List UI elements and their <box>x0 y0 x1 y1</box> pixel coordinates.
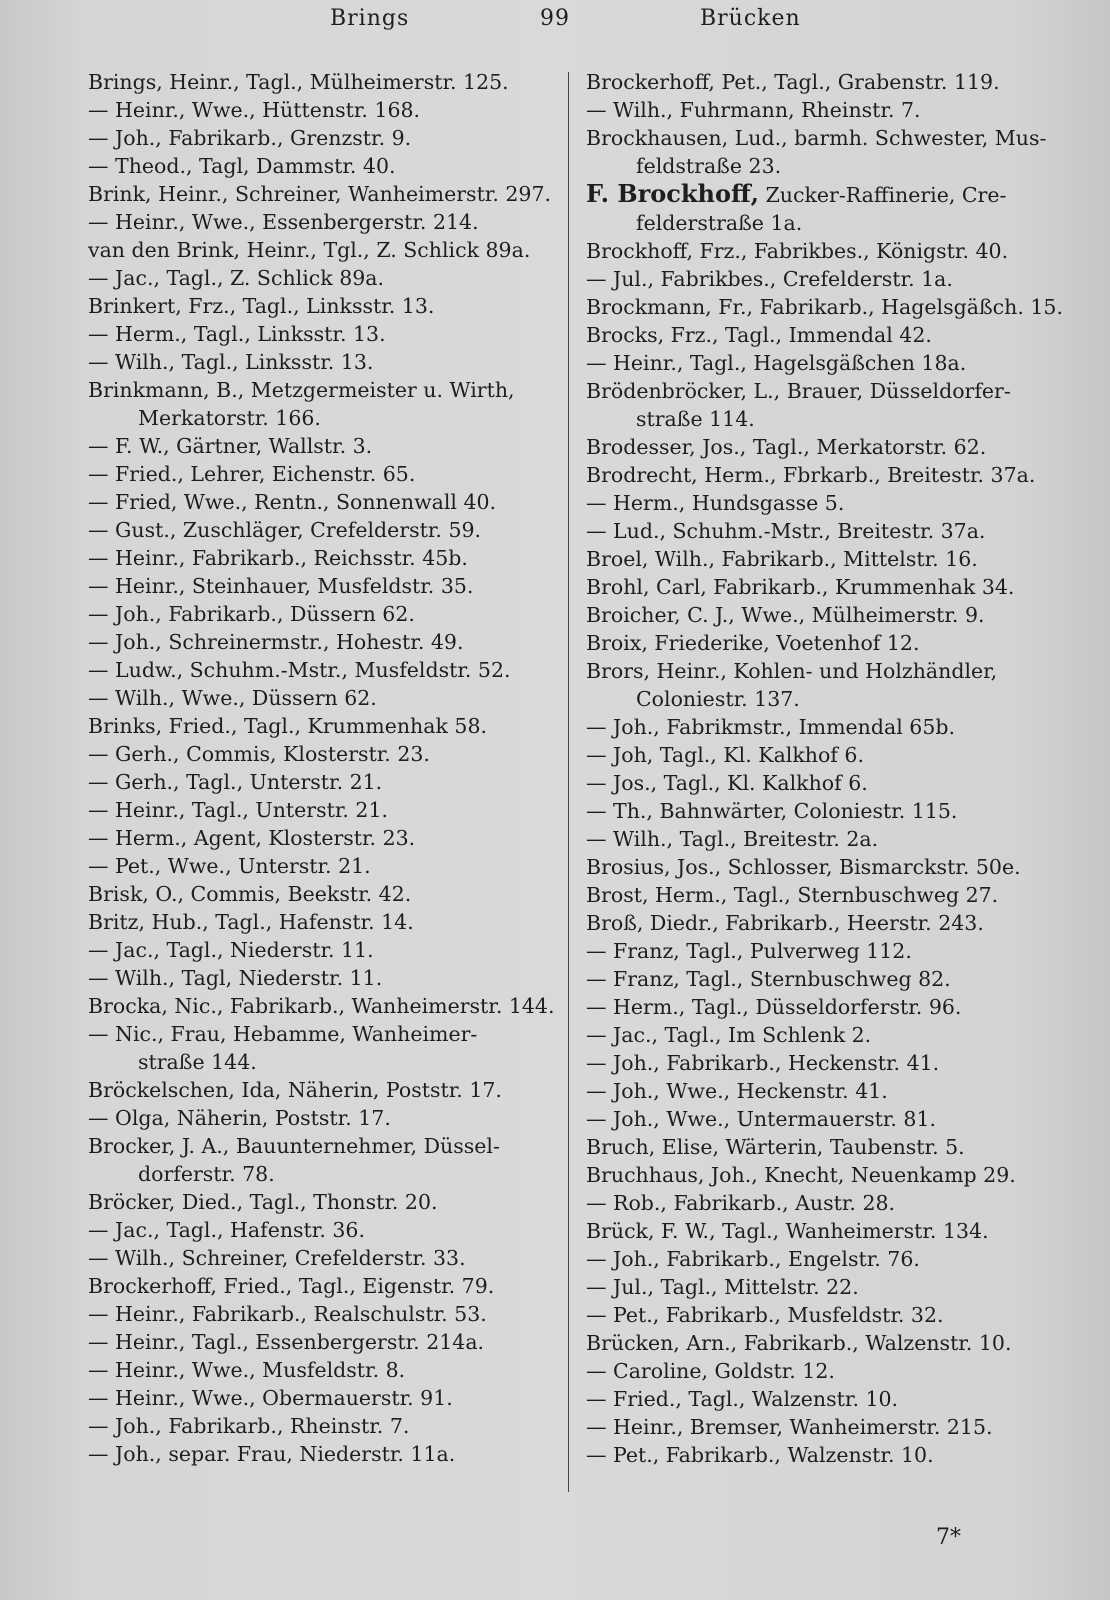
entry-text: Brockmann, Fr., Fabrikarb., Hagelsgäßch. 15. <box>586 295 1063 319</box>
entry-text: — Heinr., Tagl., Unterstr. 21. <box>88 798 389 822</box>
header-left-keyword: Brings <box>330 6 410 31</box>
directory-entry <box>586 657 1056 685</box>
directory-entry <box>88 124 558 152</box>
entry-text: — Jul., Tagl., Mittelstr. 22. <box>586 1275 859 1299</box>
entry-text: — Jos., Tagl., Kl. Kalkhof 6. <box>586 771 868 795</box>
directory-entry <box>586 853 1056 881</box>
entry-text: Brings, Heinr., Tagl., Mülheimerstr. 125. <box>88 70 509 94</box>
directory-entry <box>88 712 558 740</box>
entry-text: Brodrecht, Herm., Fbrkarb., Breitestr. 37a. <box>586 463 1036 487</box>
directory-entry <box>88 936 558 964</box>
directory-entry <box>586 237 1056 265</box>
directory-entry <box>586 96 1056 124</box>
directory-entry <box>88 824 558 852</box>
column-divider <box>568 72 569 1492</box>
directory-entry <box>88 1104 558 1132</box>
entry-text: — Wilh., Fuhrmann, Rheinstr. 7. <box>586 98 921 122</box>
entry-text: Brinkmann, B., Metzgermeister u. Wirth, <box>88 378 515 402</box>
directory-entry <box>88 684 558 712</box>
entry-text: — Wilh., Tagl., Breitestr. 2a. <box>586 827 879 851</box>
directory-entry <box>88 516 558 544</box>
directory-entry <box>88 1384 558 1412</box>
entry-text: — Heinr., Fabrikarb., Realschulstr. 53. <box>88 1302 487 1326</box>
directory-entry <box>586 377 1056 405</box>
directory-entry <box>88 292 558 320</box>
entry-text: — Gust., Zuschläger, Crefelderstr. 59. <box>88 518 482 542</box>
entry-text: — Franz, Tagl., Sternbuschweg 82. <box>586 967 951 991</box>
entry-text: Zucker-Raffinerie, Cre- <box>765 183 1007 207</box>
directory-entry <box>586 349 1056 377</box>
directory-entry <box>586 433 1056 461</box>
directory-entry <box>88 964 558 992</box>
directory-entry <box>88 320 558 348</box>
entry-text: — Rob., Fabrikarb., Austr. 28. <box>586 1191 896 1215</box>
entry-text: — Heinr., Wwe., Musfeldstr. 8. <box>88 1358 406 1382</box>
directory-entry <box>586 937 1056 965</box>
directory-entry-continuation <box>586 685 1056 713</box>
directory-entry <box>88 1272 558 1300</box>
directory-entry <box>586 573 1056 601</box>
entry-text: — Heinr., Steinhauer, Musfeldstr. 35. <box>88 574 474 598</box>
directory-entry <box>88 1188 558 1216</box>
entry-text: Brockerhoff, Fried., Tagl., Eigenstr. 79. <box>88 1274 495 1298</box>
entry-text: Brocker, J. A., Bauunternehmer, Düssel- <box>88 1134 500 1158</box>
directory-entry <box>88 1356 558 1384</box>
directory-entry <box>88 1020 558 1048</box>
entry-text: Bruchhaus, Joh., Knecht, Neuenkamp 29. <box>586 1163 1016 1187</box>
entry-text: Brinkert, Frz., Tagl., Linksstr. 13. <box>88 294 435 318</box>
sheet-signature: 7* <box>936 1525 961 1550</box>
entry-text: Bröcker, Died., Tagl., Thonstr. 20. <box>88 1190 438 1214</box>
entry-text: — Jac., Tagl., Z. Schlick 89a. <box>88 266 385 290</box>
entry-text: — Gerh., Commis, Klosterstr. 23. <box>88 742 430 766</box>
entry-bold-name: F. Brockhoff, <box>586 179 760 208</box>
directory-entry <box>586 1049 1056 1077</box>
directory-entry <box>88 208 558 236</box>
entry-text: Brockhausen, Lud., barmh. Schwester, Mus- <box>586 126 1047 150</box>
directory-entry <box>88 908 558 936</box>
directory-entry <box>88 460 558 488</box>
entry-text: Bröckelschen, Ida, Näherin, Poststr. 17. <box>88 1078 502 1102</box>
directory-entry <box>586 1133 1056 1161</box>
page-header <box>0 0 1110 40</box>
directory-entry <box>586 321 1056 349</box>
right-column <box>586 68 1063 1469</box>
entry-text: — Fried., Tagl., Walzenstr. 10. <box>586 1387 899 1411</box>
entry-text: Brink, Heinr., Schreiner, Wanheimerstr. 297. <box>88 182 552 206</box>
entry-text: Brödenbröcker, L., Brauer, Düsseldorfer- <box>586 379 1011 403</box>
directory-entry <box>586 797 1056 825</box>
entry-text: — Th., Bahnwärter, Coloniestr. 115. <box>586 799 958 823</box>
entry-text: — Lud., Schuhm.-Mstr., Breitestr. 37a. <box>586 519 986 543</box>
entry-text: — Heinr., Tagl., Essenbergerstr. 214a. <box>88 1330 485 1354</box>
entry-text: Broicher, C. J., Wwe., Mülheimerstr. 9. <box>586 603 985 627</box>
entry-text: — Ludw., Schuhm.-Mstr., Musfeldstr. 52. <box>88 658 511 682</box>
directory-entry <box>88 796 558 824</box>
directory-entry <box>88 572 558 600</box>
directory-entry <box>586 1245 1056 1273</box>
entry-text: Brost, Herm., Tagl., Sternbuschweg 27. <box>586 883 999 907</box>
directory-entry <box>586 1413 1056 1441</box>
entry-text: — Olga, Näherin, Poststr. 17. <box>88 1106 391 1130</box>
directory-entry <box>88 992 558 1020</box>
left-column <box>88 68 558 1468</box>
directory-entry <box>88 68 558 96</box>
entry-text: Coloniestr. 137. <box>636 687 800 711</box>
entry-text: van den Brink, Heinr., Tgl., Z. Schlick 89a. <box>88 238 531 262</box>
directory-entry <box>88 96 558 124</box>
entry-text: — Jac., Tagl., Niederstr. 11. <box>88 938 374 962</box>
entry-text: — Franz, Tagl., Pulverweg 112. <box>586 939 912 963</box>
directory-entry <box>88 656 558 684</box>
entry-text: Brosius, Jos., Schlosser, Bismarckstr. 50e. <box>586 855 1021 879</box>
directory-entry-continuation <box>586 405 1056 433</box>
entry-text: — Joh., Wwe., Heckenstr. 41. <box>586 1079 888 1103</box>
directory-entry <box>586 881 1056 909</box>
entry-text: — Nic., Frau, Hebamme, Wanheimer- <box>88 1022 478 1046</box>
entry-text: — Heinr., Tagl., Hagelsgäßchen 18a. <box>586 351 967 375</box>
directory-entry <box>586 825 1056 853</box>
directory-entry <box>88 376 558 404</box>
entry-text: Brinks, Fried., Tagl., Krummenhak 58. <box>88 714 488 738</box>
directory-entry <box>586 1441 1056 1469</box>
entry-text: — Caroline, Goldstr. 12. <box>586 1359 835 1383</box>
entry-text: — Joh., separ. Frau, Niederstr. 11a. <box>88 1442 456 1466</box>
header-right-keyword: Brücken <box>700 6 801 31</box>
entry-text: Brisk, O., Commis, Beekstr. 42. <box>88 882 412 906</box>
entry-text: — Joh., Fabrikarb., Rheinstr. 7. <box>88 1414 410 1438</box>
entry-text: — Theod., Tagl, Dammstr. 40. <box>88 154 396 178</box>
entry-text: Brohl, Carl, Fabrikarb., Krummenhak 34. <box>586 575 1015 599</box>
directory-entry <box>586 713 1056 741</box>
directory-entry <box>586 741 1056 769</box>
directory-entry <box>88 1216 558 1244</box>
directory-entry-continuation <box>88 404 558 432</box>
entry-text: — Fried, Wwe., Rentn., Sonnenwall 40. <box>88 490 497 514</box>
page-number: 99 <box>540 6 570 31</box>
entry-text: Broel, Wilh., Fabrikarb., Mittelstr. 16. <box>586 547 978 571</box>
directory-entry <box>88 236 558 264</box>
directory-entry <box>586 461 1056 489</box>
entry-text: — Joh., Fabrikarb., Heckenstr. 41. <box>586 1051 940 1075</box>
directory-entry <box>586 1105 1056 1133</box>
entry-text: — F. W., Gärtner, Wallstr. 3. <box>88 434 373 458</box>
directory-entry-continuation <box>586 152 1056 180</box>
directory-entry <box>586 1189 1056 1217</box>
directory-entry <box>586 993 1056 1021</box>
directory-entry <box>586 1329 1056 1357</box>
entry-text: — Pet., Wwe., Unterstr. 21. <box>88 854 371 878</box>
entry-text: — Heinr., Wwe., Obermauerstr. 91. <box>88 1386 453 1410</box>
directory-entry <box>586 293 1063 321</box>
entry-text: — Jul., Fabrikbes., Crefelderstr. 1a. <box>586 267 953 291</box>
entry-text: Brocks, Frz., Tagl., Immendal 42. <box>586 323 932 347</box>
entry-text: dorferstr. 78. <box>138 1162 275 1186</box>
entry-text: — Heinr., Wwe., Essenbergerstr. 214. <box>88 210 479 234</box>
directory-entry <box>88 180 558 208</box>
directory-entry <box>88 1132 558 1160</box>
directory-entry <box>88 1328 558 1356</box>
entry-text: Britz, Hub., Tagl., Hafenstr. 14. <box>88 910 414 934</box>
directory-entry <box>586 265 1056 293</box>
entry-text: — Wilh., Schreiner, Crefelderstr. 33. <box>88 1246 466 1270</box>
directory-entry <box>586 1385 1056 1413</box>
entry-text: Brocka, Nic., Fabrikarb., Wanheimerstr. 144. <box>88 994 555 1018</box>
entry-text: Merkatorstr. 166. <box>138 406 321 430</box>
directory-entry <box>586 180 1056 209</box>
entry-text: — Joh., Wwe., Untermauerstr. 81. <box>586 1107 937 1131</box>
directory-entry <box>586 489 1056 517</box>
directory-entry <box>88 1244 558 1272</box>
directory-entry <box>88 1440 558 1468</box>
directory-entry <box>88 488 558 516</box>
directory-entry <box>88 1300 558 1328</box>
directory-entry <box>88 880 558 908</box>
directory-entry-continuation <box>88 1048 558 1076</box>
entry-text: — Heinr., Wwe., Hüttenstr. 168. <box>88 98 421 122</box>
directory-entry <box>586 68 1056 96</box>
entry-text: — Heinr., Fabrikarb., Reichsstr. 45b. <box>88 546 468 570</box>
directory-entry <box>586 1217 1056 1245</box>
entry-text: — Wilh., Wwe., Düssern 62. <box>88 686 377 710</box>
entry-text: felderstraße 1a. <box>636 211 803 235</box>
entry-text: — Pet., Fabrikarb., Musfeldstr. 32. <box>586 1303 944 1327</box>
entry-text: — Heinr., Bremser, Wanheimerstr. 215. <box>586 1415 993 1439</box>
directory-entry <box>586 545 1056 573</box>
entry-text: Broß, Diedr., Fabrikarb., Heerstr. 243. <box>586 911 984 935</box>
directory-entry <box>88 544 558 572</box>
entry-text: — Herm., Agent, Klosterstr. 23. <box>88 826 416 850</box>
entry-text: Brors, Heinr., Kohlen- und Holzhändler, <box>586 659 998 683</box>
directory-entry <box>586 124 1056 152</box>
entry-text: — Herm., Hundsgasse 5. <box>586 491 845 515</box>
directory-entry <box>88 264 558 292</box>
directory-entry <box>88 348 558 376</box>
directory-entry <box>88 152 558 180</box>
directory-entry <box>88 768 558 796</box>
entry-text: — Gerh., Tagl., Unterstr. 21. <box>88 770 383 794</box>
entry-text: — Pet., Fabrikarb., Walzenstr. 10. <box>586 1443 934 1467</box>
entry-text: — Joh., Fabrikarb., Grenzstr. 9. <box>88 126 412 150</box>
directory-entry <box>586 1301 1056 1329</box>
directory-entry <box>586 1273 1056 1301</box>
entry-text: — Jac., Tagl., Im Schlenk 2. <box>586 1023 872 1047</box>
entry-text: straße 144. <box>138 1050 257 1074</box>
directory-entry <box>586 909 1056 937</box>
entry-text: Brockerhoff, Pet., Tagl., Grabenstr. 119. <box>586 70 1000 94</box>
directory-entry <box>586 1161 1056 1189</box>
entry-text: Brockhoff, Frz., Fabrikbes., Königstr. 40. <box>586 239 1009 263</box>
directory-entry <box>88 600 558 628</box>
directory-entry <box>88 1076 558 1104</box>
directory-entry-continuation <box>586 209 1056 237</box>
directory-entry <box>88 432 558 460</box>
entry-text: — Joh., Fabrikarb., Engelstr. 76. <box>586 1247 920 1271</box>
entry-text: — Herm., Tagl., Düsseldorferstr. 96. <box>586 995 962 1019</box>
entry-text: Brodesser, Jos., Tagl., Merkatorstr. 62. <box>586 435 987 459</box>
directory-entry <box>586 965 1056 993</box>
directory-entry <box>586 1021 1056 1049</box>
entry-text: Brück, F. W., Tagl., Wanheimerstr. 134. <box>586 1219 989 1243</box>
directory-entry <box>586 1357 1056 1385</box>
directory-entry <box>586 629 1056 657</box>
entry-text: — Jac., Tagl., Hafenstr. 36. <box>88 1218 365 1242</box>
entry-text: — Joh., Schreinermstr., Hohestr. 49. <box>88 630 464 654</box>
directory-entry-continuation <box>88 1160 558 1188</box>
entry-text: — Fried., Lehrer, Eichenstr. 65. <box>88 462 416 486</box>
directory-entry <box>586 769 1056 797</box>
entry-text: — Joh, Tagl., Kl. Kalkhof 6. <box>586 743 864 767</box>
entry-text: — Herm., Tagl., Linksstr. 13. <box>88 322 386 346</box>
entry-text: Broix, Friederike, Voetenhof 12. <box>586 631 920 655</box>
directory-entry <box>586 601 1056 629</box>
directory-entry <box>88 628 558 656</box>
entry-text: — Joh., Fabrikmstr., Immendal 65b. <box>586 715 956 739</box>
directory-entry <box>88 1412 558 1440</box>
directory-entry <box>586 517 1056 545</box>
directory-entry <box>88 852 558 880</box>
entry-text: feldstraße 23. <box>636 154 782 178</box>
entry-text: straße 114. <box>636 407 755 431</box>
entry-text: Brücken, Arn., Fabrikarb., Walzenstr. 10. <box>586 1331 1012 1355</box>
directory-entry <box>88 740 558 768</box>
directory-entry <box>586 1077 1056 1105</box>
entry-text: — Wilh., Tagl., Linksstr. 13. <box>88 350 374 374</box>
entry-text: Bruch, Elise, Wärterin, Taubenstr. 5. <box>586 1135 965 1159</box>
entry-text: — Joh., Fabrikarb., Düssern 62. <box>88 602 415 626</box>
entry-text: — Wilh., Tagl, Niederstr. 11. <box>88 966 383 990</box>
